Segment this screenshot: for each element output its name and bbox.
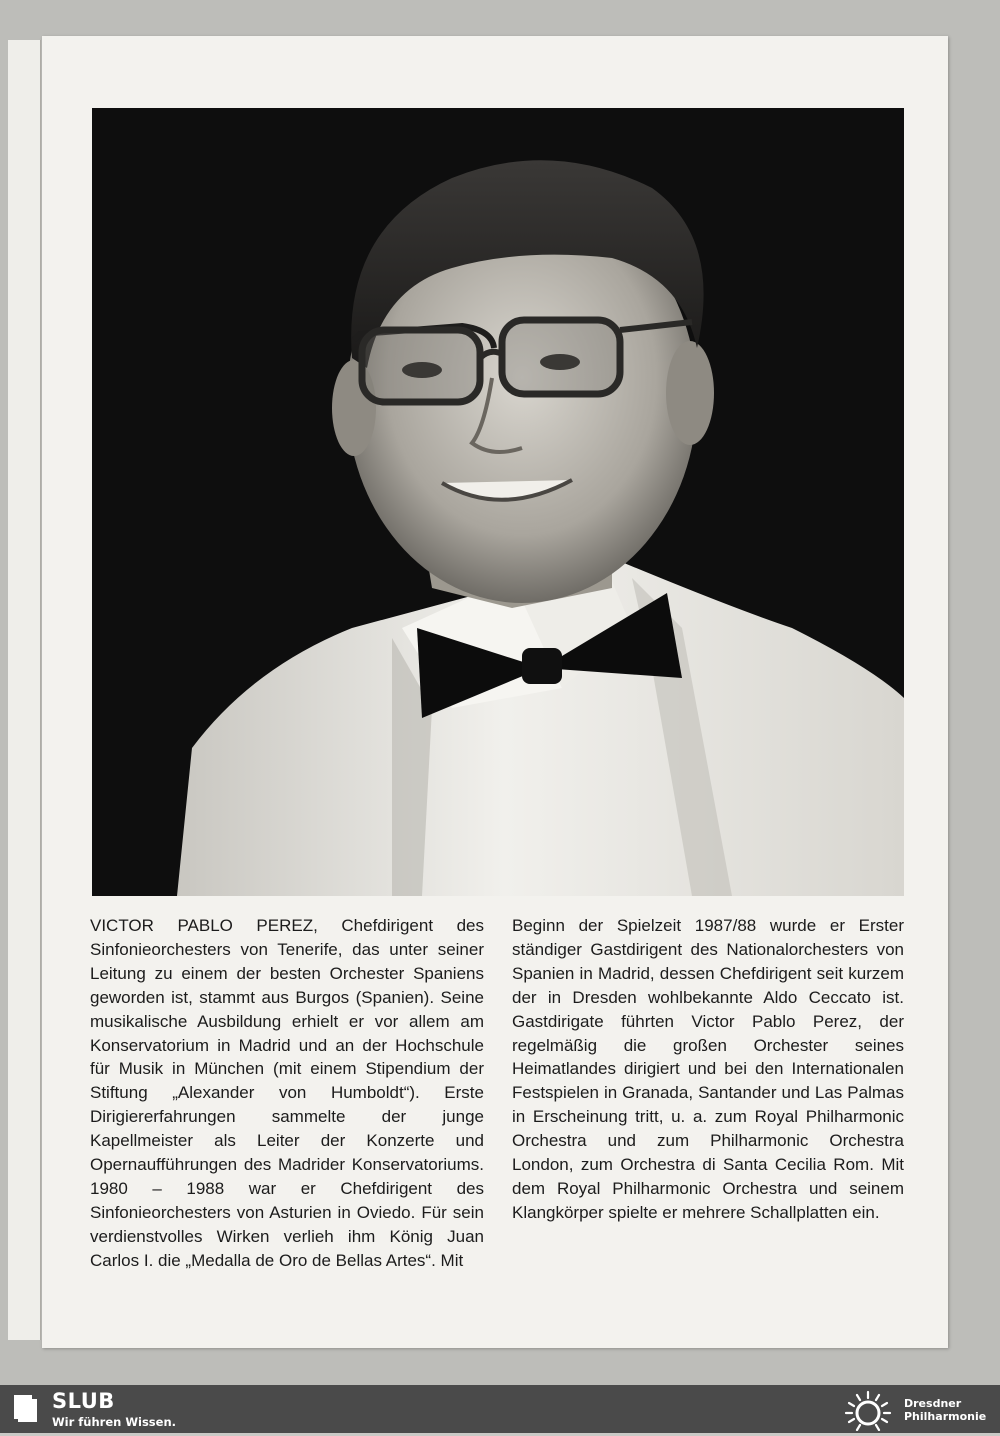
facing-page-edge	[8, 40, 41, 1340]
biography-column-right: Beginn der Spielzeit 1987/88 wurde er Erster ständiger Gastdirigent des Nationalorchesters von Spanien in Madrid, dessen Chefdirigent seit kurzem der in Dresden wohlbekannte Aldo Ceccato ist. Gastdirigate führten Victor Pablo Perez, der regelmäßig die großen Orchester seines Heimatlandes dirigiert und bei den Internationalen Festspielen in Granada, Santander und Las Palmas in Erscheinung tritt, u. a. zum Royal Philharmonic Orchestra und zum Philharmonic Orchestra London, zum Orchestra di Santa Cecilia Rom. Mit dem Royal Philharmonic Orchestra und seinem Klangkörper spielte er mehrere Schallplatten ein.	[512, 916, 904, 1222]
dresdner-philharmonie-logo-icon	[842, 1389, 894, 1436]
booklet-page	[42, 36, 948, 1348]
biography-column-left: VICTOR PABLO PEREZ, Chefdirigent des Sinfonieorchesters von Tenerife, das unter seiner Leitung zu einem der besten Orchester Spaniens geworden ist, stammt aus Burgos (Spanien). Seine musikalische Ausbildung erhielt er vor allem am Konservatorium in Madrid und an der Hochschule für Musik in München (mit einem Stipendium der Stiftung „Alexander von Humboldt“). Erste Dirigiererfahrungen sammelte der junge Kapellmeister als Leiter der Konzerte und Opernaufführungen des Madrider Konservatoriums. 1980 – 1988 war er Chefdirigent des Sinfonieorchesters von Asturien in Oviedo. Für sein verdienstvolles Wirken verlieh ihm König Juan Carlos I. die „Medalla de Oro de Bellas Artes“. Mit	[90, 916, 484, 1270]
portrait-illustration	[92, 108, 904, 896]
portrait-photo	[92, 108, 904, 896]
partner-name-line-2: Philharmonie	[904, 1410, 987, 1423]
slub-logo-icon	[12, 1393, 40, 1428]
footer-bar	[0, 1385, 1000, 1433]
slub-name: SLUB	[52, 1389, 115, 1413]
slub-tagline: Wir führen Wissen.	[52, 1415, 177, 1429]
partner-name-line-1: Dresdner	[904, 1397, 962, 1410]
dresdner-philharmonie-name	[904, 1397, 996, 1423]
